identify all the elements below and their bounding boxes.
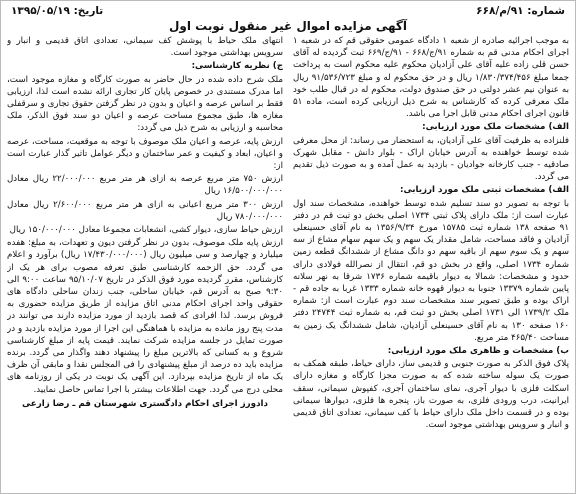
- notice-number: شماره: ۹۱/م/۶۶۸: [476, 5, 565, 17]
- paragraph: پلاک فوق الذکر به صورت جنوبی و قدیمی ساز، دارای حیاط، طبقه همکف به صورت یک سوله ساخته شده که به صورت مجزا کارگاه و مغازه دارای اسکلت فلزی با دیوار آجری، نمای ساختمان آجری، کفپوش سیمانی، سقف ایرانیت، درب ورودی فلزی، به صورت باز، پنجره ها فلزی، دیوارها سیمانی بوده و در قسمت داخل ملک دارای حیاط با کف سیمانی، تعدادی اتاق قدیمی و انبار و سرویس بهداشتی موجود است.: [293, 359, 569, 431]
- paragraph: ملک شرح داده شده در حال حاضر به صورت کارگاه و مغازه موجود است، اما مدرک مستندی در خصوص پایان کار تجاری ارائه نشده است لذا، ارزیابی فقط بر اساس عرصه و اعیان و بدون در نظر گرفتن حقوق تجاری و سرقفلی مغازه ها، طبق مجموع مساحت عرصه و اعیان دو سند فوق الذکر، ملک محاسبه و ارزیابی به شرح ذیل می گردد:: [7, 74, 283, 134]
- paragraph: ارزش پایه، عرصه و اعیان ملک موصوف با توجه به موقعیت، مساحت، عرصه و اعیان، ابعاد و کیفیت و عمر ساختمان و دیگر عوامل تاثیر گذار عبارت است از:: [7, 136, 283, 172]
- left-column: [7, 35, 283, 487]
- paragraph: ارزش ۷۵۰ متر مربع عرصه به ازای هر متر مربع ۲۲/۰۰۰/۰۰۰ ریال معادل ۱۶/۵۰۰/۰۰۰/۰۰۰ ریال: [7, 174, 283, 197]
- paragraph: انتهای ملک حیاط با پوشش کف سیمانی، تعدادی اتاق قدیمی و انبار و سرویس بهداشتی موجود است.: [7, 36, 283, 59]
- paragraph: الف) مشخصات ملک مورد ارزیابی:: [422, 122, 569, 133]
- signature-line: دادورز اجرای احکام دادگستری شهرستان قم ـ رضا زارعی: [22, 398, 268, 409]
- paragraph: ارزش ۳۰۰ متر مربع اعیانی به ازای هر متر مربع ۲/۶۰۰/۰۰۰ ریال معادل ۷۸۰/۰۰۰/۰۰۰ ریال: [7, 199, 283, 222]
- paragraph: ارزش پایه ملک موصوف، بدون در نظر گرفتن دیون و تعهدات، به مبلغ: هفده میلیارد و چهارصد و سی میلیون ریال (۱۷/۴۳۰/۰۰۰/۰۰۰ ریال) برآورد و اعلام می گردد. حق الزحمه کارشناسی طبق تعرفه مصوب برای هر یک از کارشناس، مقرر گردیده مورد فوق الذکر در تاریخ ۹۵/۱۰/۰۷ ساعت ۹:۰۰ الی ۹:۳۰ صبح به آدرس قم، خیابان ساحلی، جنب زندان ساحلی دادگاه های حقوقی واحد اجرای احکام مدنی اتاق مزایده از طریق مزایده حضوری به فروش برسد. لذا افرادی که قصد بازدید از مورد مزایده دارند می توانند در مدت پنج روز مانده به مزایده با هماهنگی این اجرا از مورد مزایده بازدید و در صورت تمایل در جلسه مزایده شرکت نمایند. قیمت پایه از مبلغ کارشناسی شروع و به کسانی که بالاترین مبلغ را پیشنهاد دهند واگذار می گردد. برنده مزایده باید ده درصد از مبلغ پیشنهادی را فی المجلس نقدا و مابقی آن ظرف یک ماه از تاریخ مزایده بپردازد. این آگهی یک نوبت در یکی از روزنامه های محلی درج می گردد. جهت اطلاعات بیشتر با اجرا تماس حاصل نمایید.: [7, 238, 283, 395]
- paragraph: فلنزاده به ظرفیت آقای علی آزادیان، به استحضار می رساند: از محل معرفی شده توسط خواهنده به آدرس خیابان اراک - بلوار دانش - مقابل شهرک صادقیه - جنب کارخانه جوادیان - بازدید به عمل آمده و به صورت ذیل تقدیم می گردد.: [293, 135, 569, 183]
- paragraph: الف) مشخصات ثبتی ملک مورد ارزیابی:: [400, 185, 569, 196]
- paragraph: ب) مشخصات و ظاهری ملک مورد ارزیابی:: [387, 346, 569, 357]
- paragraph: ج) نظریه کارشناسی:: [191, 61, 283, 72]
- notice-title: آگهی مزایده اموال غیر منقول نوبت اول: [168, 19, 408, 33]
- notice-body: [7, 35, 569, 487]
- notice-date: تاریخ: ۱۳۹۵/۰۵/۱۹: [11, 5, 104, 17]
- paragraph: ارزش حیاط سازی، دیوار کشی، انشعابات مجموعا معادل ۱۵۰/۰۰۰/۰۰۰ ریال: [9, 225, 283, 236]
- paragraph: با توجه به تصویر دو سند تسلیم شده توسط خواهنده، مشخصات سند اول عبارت است از: ملک دارای پلاک ثبتی ۱۷۳۴ اصلی بخش دو ثبت قم در دفتر ۹۱ صفحه ۱۳۸ شماره ثبت ۱۵۷۸۵ مورخ ۱۳۵۶/۹/۳۴ به نام آقای حسینعلی آزادیان و فاقد مساحت، شامل مقدار یک سهم و یک سهم سهام مشاع از سه سهم و یک سوم سهم از باقیه سهم دو دانگ مشاع از ششدانگ قطعه زمین شماره ۱۷۳۴ اصلی، واقع در بخش دو قم، انتقال از نصرالله فولادی دارای حدود و مشخصات: شمالا به دیوار باقیمه شماره ۱۷۳۶ شرقا به نهر سلانه پایین شماره ۱۳۳۷۹ جنوبا به دیوار قهوه خانه شماره ۱۳۳۳ غربا به جاده قم - اراک بوده و طبق تصویر سند مشخصات سند دوم عبارت است از: شماره ملک ۱۷۳۹/۲ الی ۱۷۳۱ اصلی بخش دو ثبت قم، به شماره ثبت ۲۴۷۴۴ دفتر ۱۶۰ صفحه ۱۳۰ به نام آقای حسینعلی آزادیان، شامل ششدانگ یک زمین به مساحت ۴۶۵/۴۰ متر مربع.: [293, 198, 569, 343]
- right-column: [293, 35, 569, 487]
- paragraph: به موجب اجرائیه صادره از شعبه ۱ دادگاه عمومی حقوقی قم که در شعبه ۱ اجرای احکام مدنی قم به شماره ۹۱/ج/۶۶۸ - ۹۱/ج/۶۶۹ ثبت گردیده له آقای حسن قلی زاده علیه آقای علی آزادیان محکوم علیه محکوم است به پرداخت جمعا مبلغ ۱/۸۳۰/۳۷۴/۴۵۶ ریال و در حق محکوم له و مبلغ ۹۱/۵۳۶/۷۲۳ ریال به عنوان نیم عشر دولتی در حق صندوق دولت، محکوم له در قبال طلب خود ملک معرفی کرده که کارشناس به شرح ذیل ارزیابی کرده است، ماده ۵۱ قانون اجرای احکام مدنی قابل اجرا می باشد.: [293, 36, 569, 120]
